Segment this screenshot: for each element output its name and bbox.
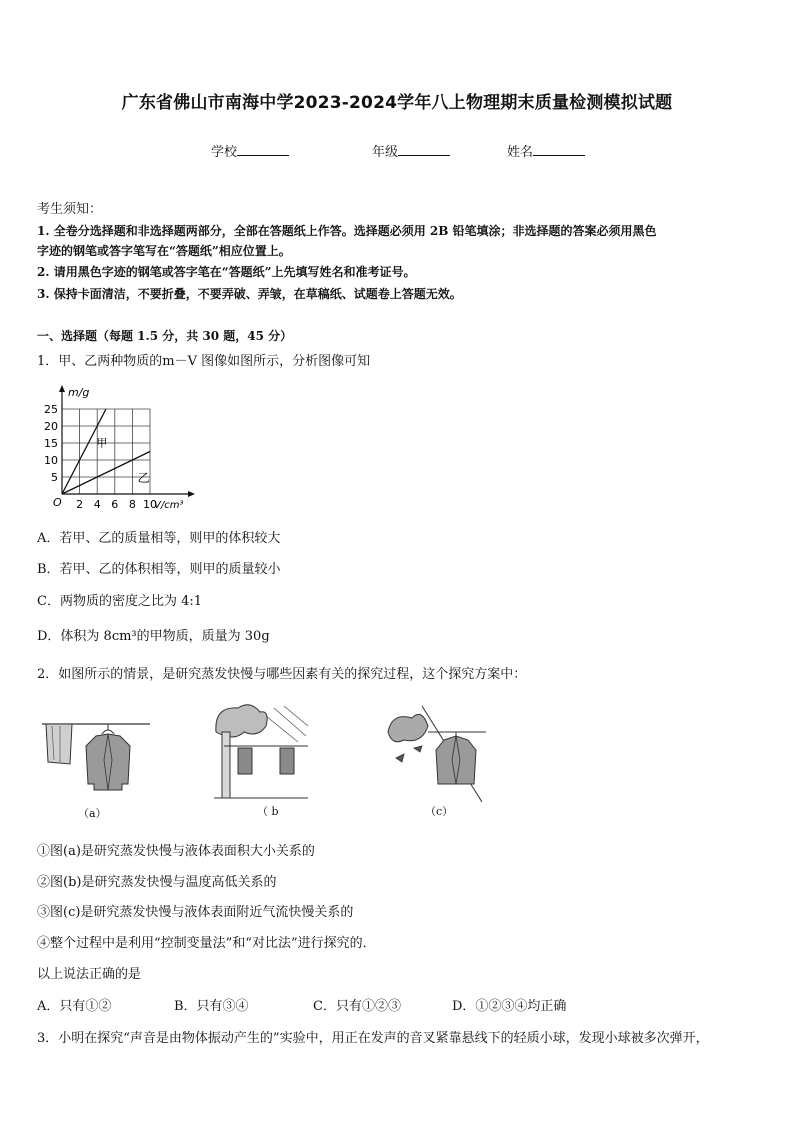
q2-statement-4: ④整个过程中是利用“控制变量法”和“对比法”进行探究的． [37, 936, 376, 951]
series-line-jia [62, 409, 106, 494]
name-field [507, 141, 585, 160]
origin-label: O [53, 496, 62, 509]
figure-c-label: （c） [425, 805, 454, 818]
y-tick-label: 20 [44, 420, 58, 433]
q1-option-b: B．若甲、乙的体积相等，则甲的质量较小 [37, 562, 281, 577]
x-tick-label: 10 [143, 498, 157, 511]
q2-option-d: D．①②③④均正确 [452, 999, 567, 1014]
q1-option-c: C．两物质的密度之比为 4:1 [37, 594, 203, 609]
school-field [211, 141, 289, 160]
q2-statement-1: ①图(a)是研究蒸发快慢与液体表面积大小关系的 [37, 844, 315, 859]
school-label: 学校 [211, 145, 238, 160]
q1-option-a: A．若甲、乙的质量相等，则甲的体积较大 [37, 531, 281, 546]
x-tick-label: 8 [128, 498, 136, 511]
notice-item-2: 2. 请用黑色字迹的钢笔或答字笔在“答题纸”上先填写姓名和准考证号。 [37, 265, 416, 279]
section-heading: 一、选择题（每题 1.5 分，共 30 题，45 分） [37, 329, 293, 343]
q2-option-b: B．只有③④ [174, 999, 249, 1014]
q2-statement-3: ③图(c)是研究蒸发快慢与液体表面附近气流快慢关系的 [37, 905, 354, 920]
notice-item-3: 3. 保持卡面清洁，不要折叠，不要弄破、弄皱，在草稿纸、试题卷上答题无效。 [37, 287, 462, 301]
notice-item-1-cont: 字迹的钢笔或答字笔写在“答题纸”相应位置上。 [37, 244, 291, 258]
q1-option-d: D．体积为 8cm³的甲物质，质量为 30g [37, 629, 270, 644]
q2-stem: 2．如图所示的情景，是研究蒸发快慢与哪些因素有关的探究过程，这个探究方案中： [37, 667, 527, 682]
q1-stem: 1．甲、乙两种物质的m－V 图像如图所示，分析图像可知 [37, 354, 371, 369]
grade-field [372, 141, 450, 160]
q2-prompt: 以上说法正确的是 [37, 967, 142, 982]
y-axis-arrow [59, 385, 65, 392]
q3-stem: 3．小明在探究“声音是由物体振动产生的”实验中，用正在发声的音叉紧靠悬线下的轻质小球，发现小球被多次弹开， [37, 1031, 709, 1046]
mv-chart [40, 382, 200, 517]
x-axis-label: V/cm³ [154, 500, 184, 511]
figure-b-label: （ b [257, 805, 279, 818]
name-blank [533, 143, 585, 156]
series-label-jia: 甲 [96, 436, 108, 450]
series-label-yi: 乙 [137, 470, 150, 485]
x-tick-label: 4 [93, 498, 101, 511]
q2-statement-2: ②图(b)是研究蒸发快慢与温度高低关系的 [37, 875, 277, 890]
y-axis-label: m/g [68, 386, 90, 399]
x-tick-label: 6 [111, 498, 119, 511]
page-title: 广东省佛山市南海中学2023-2024学年八上物理期末质量检测模拟试题 [121, 93, 673, 113]
y-tick-label: 25 [44, 403, 58, 416]
notice-item-1: 1. 全卷分选择题和非选择题两部分，全部在答题纸上作答。选择题必须用 2B 铅笔填涂；非选择题的答案必须用黑色 [37, 224, 657, 238]
figure-c-wind [382, 704, 490, 804]
figure-b-sun-and-shade [214, 702, 309, 802]
q2-option-c: C．只有①②③ [313, 999, 401, 1014]
figure-a-label: （a） [78, 807, 107, 820]
y-tick-label: 10 [44, 454, 58, 467]
grade-blank [398, 143, 450, 156]
notice-heading: 考生须知： [37, 202, 103, 217]
school-blank [237, 143, 289, 156]
y-tick-label: 5 [51, 471, 58, 484]
grade-label: 年级 [372, 145, 399, 160]
q2-option-a: A．只有①② [37, 999, 112, 1014]
x-axis-arrow [188, 491, 195, 497]
y-tick-label: 15 [44, 437, 58, 450]
x-tick-label: 2 [76, 498, 84, 511]
figure-a-drying-clothes [42, 712, 152, 794]
name-label: 姓名 [507, 145, 534, 160]
